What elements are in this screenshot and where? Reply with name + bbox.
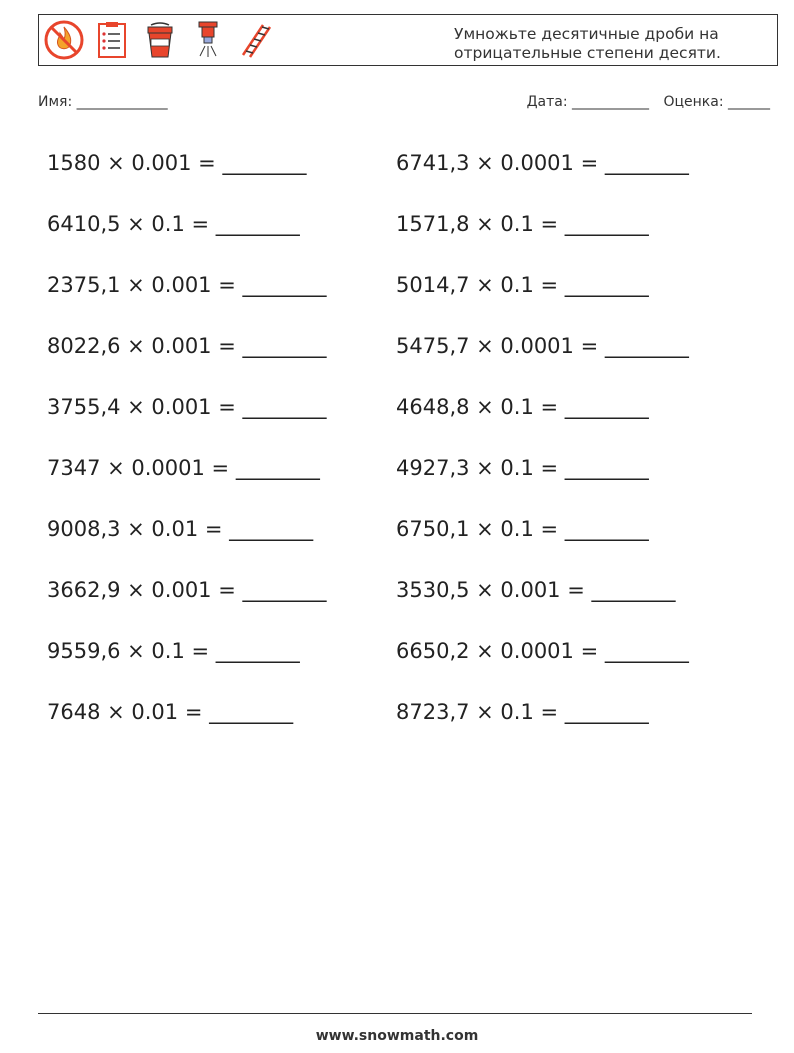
problem-item: 7648 × 0.01 = ________ [47,700,294,724]
problem-item: 8723,7 × 0.1 = ________ [396,700,649,724]
date-field: Дата: ___________ [526,94,650,110]
problem-row [47,267,747,328]
ladder-icon [235,19,277,61]
worksheet-header [38,14,778,66]
problem-row [47,572,747,633]
problem-grid [47,145,747,755]
title-line-2: отрицательные степени десяти. [454,44,721,62]
no-fire-icon [43,19,85,61]
header-icons [43,19,277,61]
problem-item: 6650,2 × 0.0001 = ________ [396,639,689,663]
problem-item: 9008,3 × 0.01 = ________ [47,517,314,541]
problem-item: 2375,1 × 0.001 = ________ [47,273,327,297]
problem-row [47,389,747,450]
problem-item: 1571,8 × 0.1 = ________ [396,212,649,236]
problem-item: 5475,7 × 0.0001 = ________ [396,334,689,358]
checklist-icon [91,19,133,61]
problem-item: 4648,8 × 0.1 = ________ [396,395,649,419]
problem-item: 6410,5 × 0.1 = ________ [47,212,300,236]
problem-row [47,450,747,511]
problem-item: 9559,6 × 0.1 = ________ [47,639,300,663]
name-field: Имя: _____________ [38,94,168,110]
problem-row [47,511,747,572]
fire-sprinkler-icon [187,19,229,61]
problem-item: 3755,4 × 0.001 = ________ [47,395,327,419]
date-grade-fields [527,94,770,110]
worksheet-title [454,25,764,63]
problem-item: 3530,5 × 0.001 = ________ [396,578,676,602]
problem-item: 4927,3 × 0.1 = ________ [396,456,649,480]
footer-website: www.snowmath.com [315,1028,479,1044]
problem-item: 8022,6 × 0.001 = ________ [47,334,327,358]
problem-row [47,694,747,755]
grade-field: Оценка: ______ [663,94,770,110]
footer-divider [38,1013,752,1014]
problem-item: 5014,7 × 0.1 = ________ [396,273,649,297]
problem-item: 6741,3 × 0.0001 = ________ [396,151,689,175]
problem-item: 6750,1 × 0.1 = ________ [396,517,649,541]
problem-row [47,145,747,206]
problem-item: 7347 × 0.0001 = ________ [47,456,320,480]
problem-item: 3662,9 × 0.001 = ________ [47,578,327,602]
problem-item: 1580 × 0.001 = ________ [47,151,307,175]
problem-row [47,633,747,694]
title-line-1: Умножьте десятичные дроби на [454,25,719,43]
problem-row [47,206,747,267]
problem-row [47,328,747,389]
fire-bucket-icon [139,19,181,61]
